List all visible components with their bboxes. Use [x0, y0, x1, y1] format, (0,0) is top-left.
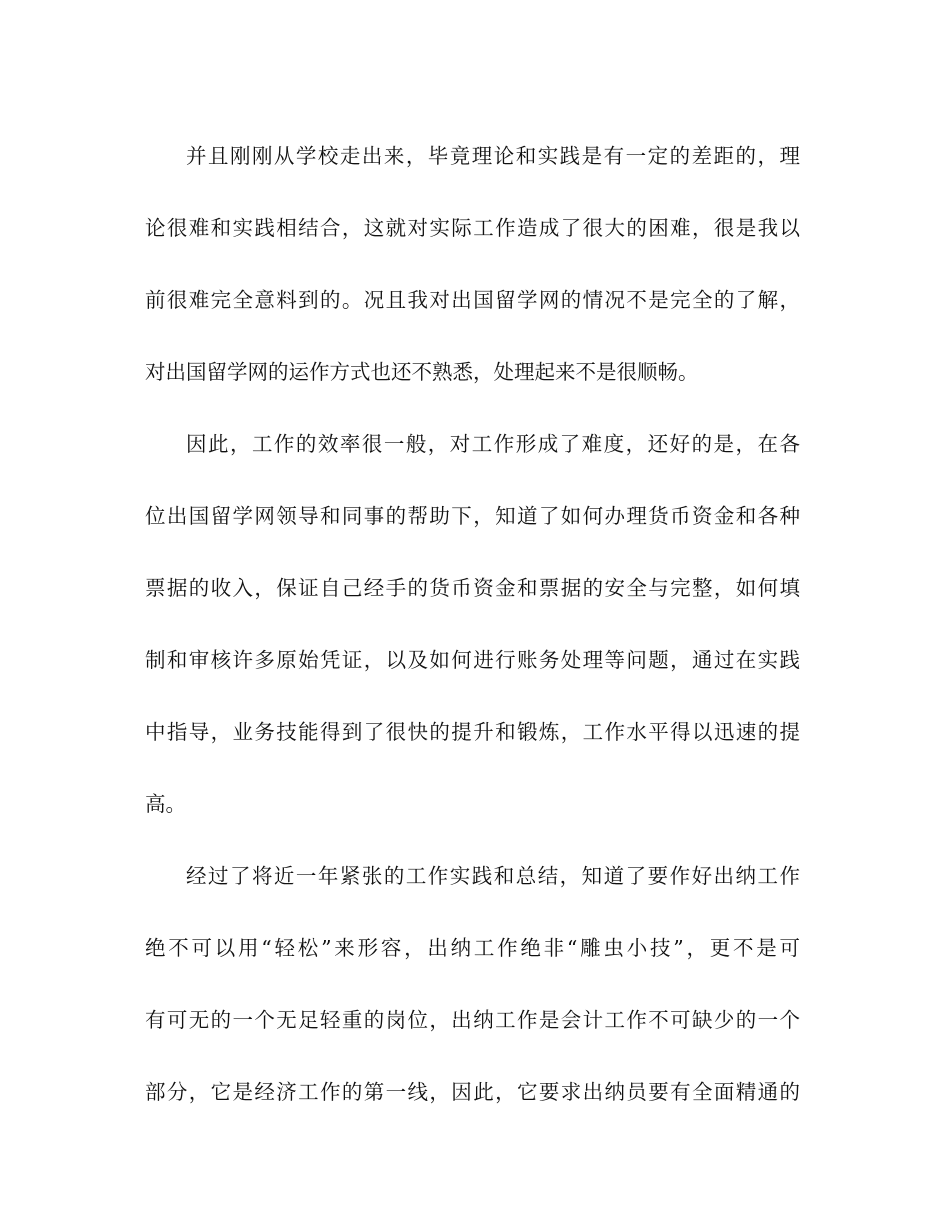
- paragraph-1-line-3: 前很难完全意料到的。况且我对出国留学网的情况不是完全的了解，: [145, 288, 800, 312]
- paragraph-2-line-1: 因此，工作的效率很一般，对工作形成了难度，还好的是，在各: [186, 432, 800, 456]
- paragraph-3-line-1: 经过了将近一年紧张的工作实践和总结，知道了要作好出纳工作: [186, 864, 800, 888]
- paragraph-3-line-3: 有可无的一个无足轻重的岗位，出纳工作是会计工作不可缺少的一个: [145, 1008, 800, 1032]
- paragraph-2-line-5: 中指导，业务技能得到了很快的提升和锻炼，工作水平得以迅速的提: [145, 720, 800, 744]
- paragraph-1-line-1: 并且刚刚从学校走出来，毕竟理论和实践是有一定的差距的，理: [186, 144, 800, 168]
- paragraph-2-line-2: 位出国留学网领导和同事的帮助下，知道了如何办理货币资金和各种: [145, 504, 800, 528]
- body-text: [145, 120, 800, 1128]
- paragraph-1-line-4: 对出国留学网的运作方式也还不熟悉，处理起来不是很顺畅。: [145, 360, 699, 384]
- paragraph-2-line-4: 制和审核许多原始凭证，以及如何进行账务处理等问题，通过在实践: [145, 648, 800, 672]
- paragraph-3-line-2: 绝不可以用“轻松”来形容，出纳工作绝非“雕虫小技”，更不是可: [145, 936, 800, 960]
- paragraph-2-line-6: 高。: [145, 792, 186, 816]
- paragraph-2-line-3: 票据的收入，保证自己经手的货币资金和票据的安全与完整，如何填: [145, 576, 800, 600]
- paragraph-1-line-2: 论很难和实践相结合，这就对实际工作造成了很大的困难，很是我以: [145, 216, 800, 240]
- paragraph-3-line-4: 部分，它是经济工作的第一线，因此，它要求出纳员要有全面精通的: [145, 1080, 800, 1104]
